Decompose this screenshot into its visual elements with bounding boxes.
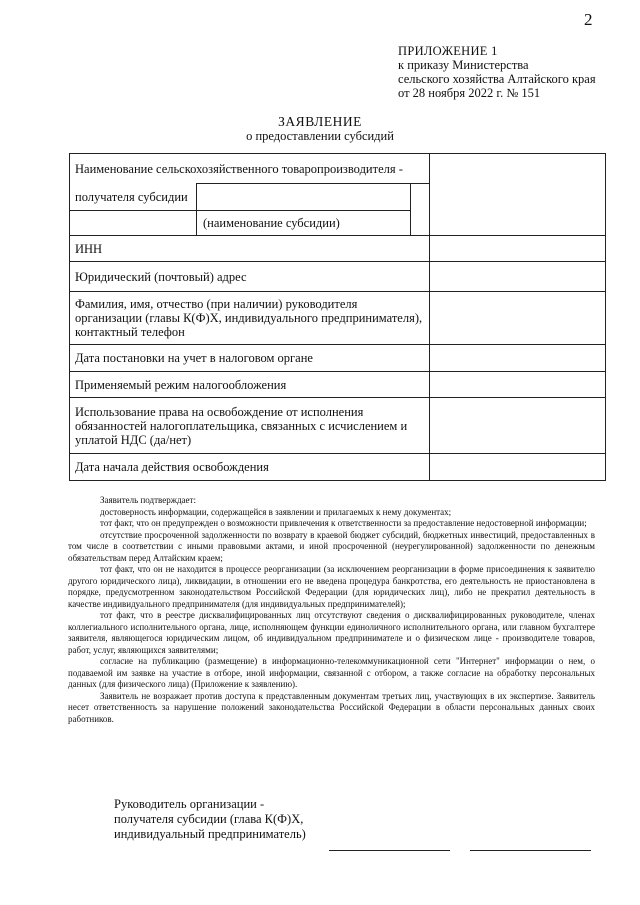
signatory-line: получателя субсидии (глава К(Ф)Х, [114,812,304,826]
document-title: ЗАЯВЛЕНИЕ [278,114,362,129]
head-name-value-cell[interactable] [430,292,606,345]
tax-registration-date-value-cell[interactable] [430,345,606,372]
confirmation-lead: Заявитель подтверждает: [100,495,196,505]
inn-value-cell[interactable] [430,236,606,262]
confirmation-item: согласие на публикацию (размещение) в информационно-телекоммуникационной сети "Интернет" информации о нем, о подаваемой им заявке на участие в отборе, иной информации, связанной с отбором, а также согласие на обработку персональных данных (для физического лица) (Приложение к заявлению). [68,656,595,689]
inn-label: ИНН [70,236,430,262]
address-label: Юридический (почтовый) адрес [70,262,430,292]
exemption-start-date-label: Дата начала действия освобождения [70,454,430,481]
appendix-ministry-line: сельского хозяйства Алтайского края [398,72,596,86]
confirmation-item: отсутствие просроченной задолженности по возврату в краевой бюджет субсидий, бюджетных инвестиций, предоставленных в том числе в соответствии с иными правовыми актами, и иной просроченной (неурегулированной) задолженности по денежным обязательствам перед Алтайским краем; [68,529,595,563]
vat-exemption-value-cell[interactable] [430,398,606,454]
signatory-block [114,797,306,842]
subsidy-spacer-cell [411,184,430,236]
signatory-line: индивидуальный предприниматель) [114,827,306,841]
exemption-start-date-value-cell[interactable] [430,454,606,481]
subsidy-name-caption: (наименование субсидии) [197,211,411,236]
application-form-table [69,153,606,481]
confirmation-item: Заявитель не возражает против доступа к представленным документам третьих лиц, участвующих в их экспертизе. Заявитель несет ответственность за нарушение положений законодательства Российской Федерации в области персональных данных своих работников. [68,690,595,724]
recipient-label: получателя субсидии [70,184,197,211]
applicant-confirmation-block [68,495,595,725]
signatory-line: Руководитель организации - [114,797,265,811]
producer-name-value-cell[interactable] [430,154,606,236]
signature-name-line[interactable] [470,850,591,851]
confirmation-item: тот факт, что в реестре дисквалифицированных лиц отсутствуют сведения о дисквалифицированных руководителе, членах коллегиального исполнительного органа, лице, исполняющем функции единоличного исполнительного органа, или главном бухгалтере заявителя, являющегося юридическим лицом, об индивидуальном предпринимателе и о физическом лице - производителе товаров, работ, услуг, являющихся заявителями; [68,610,595,655]
appendix-block [398,44,596,100]
recipient-label-continuation [70,211,197,236]
appendix-date-line: от 28 ноября 2022 г. № 151 [398,86,541,100]
confirmation-item: тот факт, что он не находится в процессе реорганизации (за исключением реорганизации в форме присоединения к заявителю другого юридического лица), ликвидации, в отношении его не введена процедура банкротства, его деятельность не приостановлена в порядке, предусмотренном законодательством Российской Федерации (для юридических лиц), либо не прекратил деятельность в качестве индивидуального предпринимателя (для индивидуальных предпринимателей); [68,564,595,609]
signature-line[interactable] [329,850,450,851]
tax-regime-label: Применяемый режим налогообложения [70,372,430,398]
subsidy-name-field[interactable] [197,184,411,211]
head-name-label: Фамилия, имя, отчество (при наличии) руководителя организации (главы К(Ф)Х, индивидуального предпринимателя), контактный телефон [70,292,430,345]
vat-exemption-label: Использование права на освобождение от исполнения обязанностей налогоплательщика, связанных с исчислением и уплатой НДС (да/нет) [70,398,430,454]
confirmation-item: тот факт, что он предупрежден о возможности привлечения к ответственности за предоставление недостоверной информации; [100,518,587,528]
document-subtitle: о предоставлении субсидий [246,129,394,143]
producer-name-label: Наименование сельскохозяйственного товаропроизводителя - [70,154,430,184]
address-value-cell[interactable] [430,262,606,292]
tax-regime-value-cell[interactable] [430,372,606,398]
page-number: 2 [584,10,593,29]
appendix-heading: ПРИЛОЖЕНИЕ 1 [398,44,498,58]
tax-registration-date-label: Дата постановки на учет в налоговом органе [70,345,430,372]
appendix-order-line: к приказу Министерства [398,58,529,72]
confirmation-item: достоверность информации, содержащейся в заявлении и прилагаемых к нему документах; [100,506,452,517]
